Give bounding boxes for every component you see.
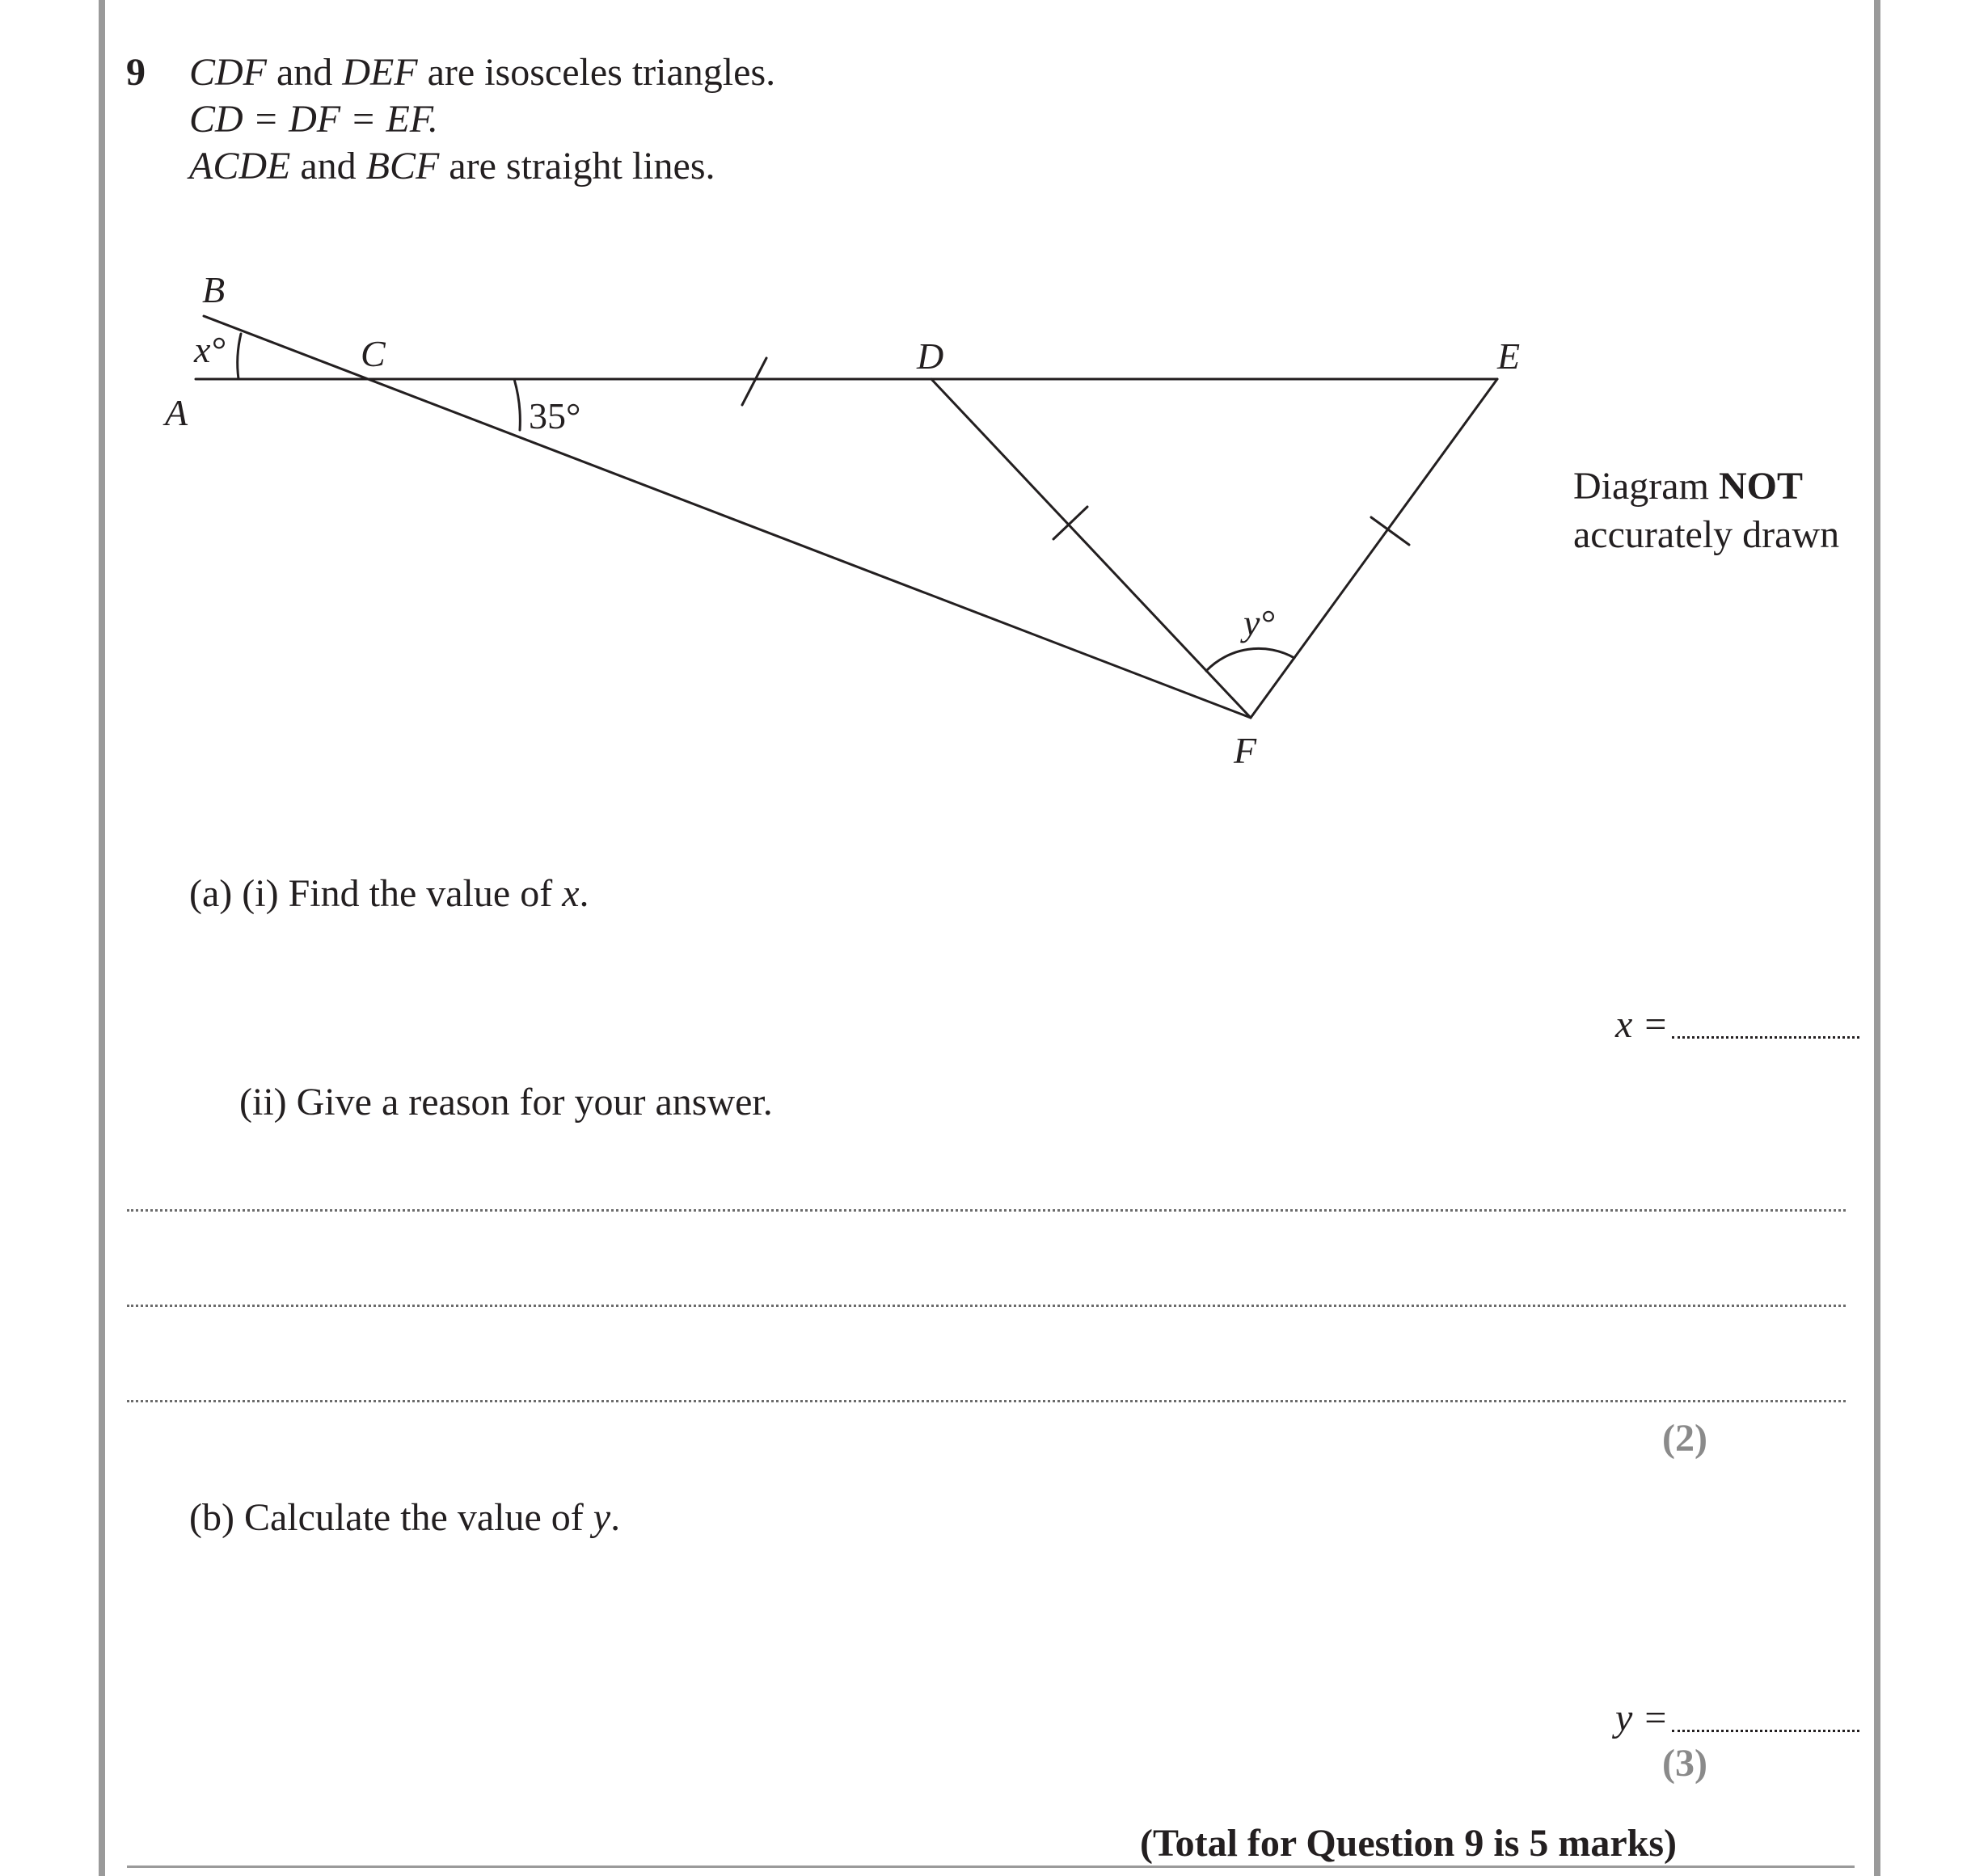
- marks-part-b: (3): [1662, 1742, 1707, 1785]
- segment-df: [931, 379, 1251, 718]
- segment-ef: [1251, 379, 1497, 718]
- answer-label-y: y =: [1615, 1697, 1669, 1739]
- part-b-label: (b): [189, 1496, 234, 1539]
- part-b-question: (b) Calculate the value of y.: [189, 1496, 621, 1539]
- angle-label-x: x°: [194, 329, 226, 370]
- point-label-c: C: [361, 333, 386, 374]
- diagram-note-line-1: Diagram NOT: [1573, 465, 1803, 508]
- tick-mark-ef: [1371, 517, 1409, 545]
- point-label-a: A: [165, 392, 188, 433]
- arc-angle-x: [238, 334, 241, 379]
- stem-line-bcf: BCF: [365, 145, 440, 188]
- not-emphasis: NOT: [1718, 465, 1803, 508]
- angle-label-35: 35°: [529, 395, 581, 436]
- stem-triangle-def: DEF: [342, 51, 418, 94]
- stem-triangle-cdf: CDF: [189, 51, 267, 94]
- point-label-b: B: [202, 269, 226, 310]
- marks-part-a: (2): [1662, 1417, 1707, 1460]
- stem-text: and: [290, 145, 366, 188]
- question-number: 9: [126, 51, 146, 94]
- stem-text: are straight lines.: [439, 145, 715, 188]
- stem-text: are isosceles triangles.: [417, 51, 776, 94]
- tick-mark-df: [1053, 507, 1087, 539]
- point-label-e: E: [1497, 335, 1521, 377]
- angle-label-y: y°: [1243, 602, 1275, 643]
- part-a-i-label: (a) (i): [189, 872, 279, 915]
- tick-mark-cd: [742, 358, 766, 405]
- reason-answer-line-2[interactable]: [127, 1305, 1846, 1307]
- reason-answer-line-3[interactable]: [127, 1400, 1846, 1402]
- answer-dots-y[interactable]: [1672, 1726, 1859, 1732]
- total-marks: (Total for Question 9 is 5 marks): [1140, 1822, 1678, 1865]
- stem-equal-sides: CD = DF = EF.: [189, 98, 438, 141]
- stem-text: and: [267, 51, 343, 94]
- line-bcf: [204, 316, 1251, 718]
- arc-angle-y: [1206, 648, 1294, 671]
- point-label-f: F: [1234, 730, 1257, 771]
- variable-x: x: [562, 872, 580, 915]
- answer-dots-x[interactable]: [1672, 1033, 1859, 1039]
- arc-angle-35: [514, 379, 520, 430]
- part-a-ii-question: (ii) Give a reason for your answer.: [239, 1081, 773, 1123]
- diagram-note-line-2: accurately drawn: [1573, 513, 1840, 556]
- part-a-ii-label: (ii): [239, 1081, 287, 1123]
- part-a-i-question: (a) (i) Find the value of x.: [189, 872, 589, 915]
- variable-y: y: [593, 1496, 611, 1539]
- answer-line-y[interactable]: [1615, 1696, 1859, 1740]
- answer-label-x: x =: [1615, 1003, 1669, 1046]
- stem-line-acde: ACDE: [189, 145, 291, 188]
- geometry-diagram: [0, 0, 1971, 808]
- point-label-d: D: [917, 335, 944, 377]
- bottom-rule: [127, 1865, 1855, 1868]
- answer-line-x[interactable]: [1615, 1002, 1859, 1047]
- reason-answer-line-1[interactable]: [127, 1209, 1846, 1212]
